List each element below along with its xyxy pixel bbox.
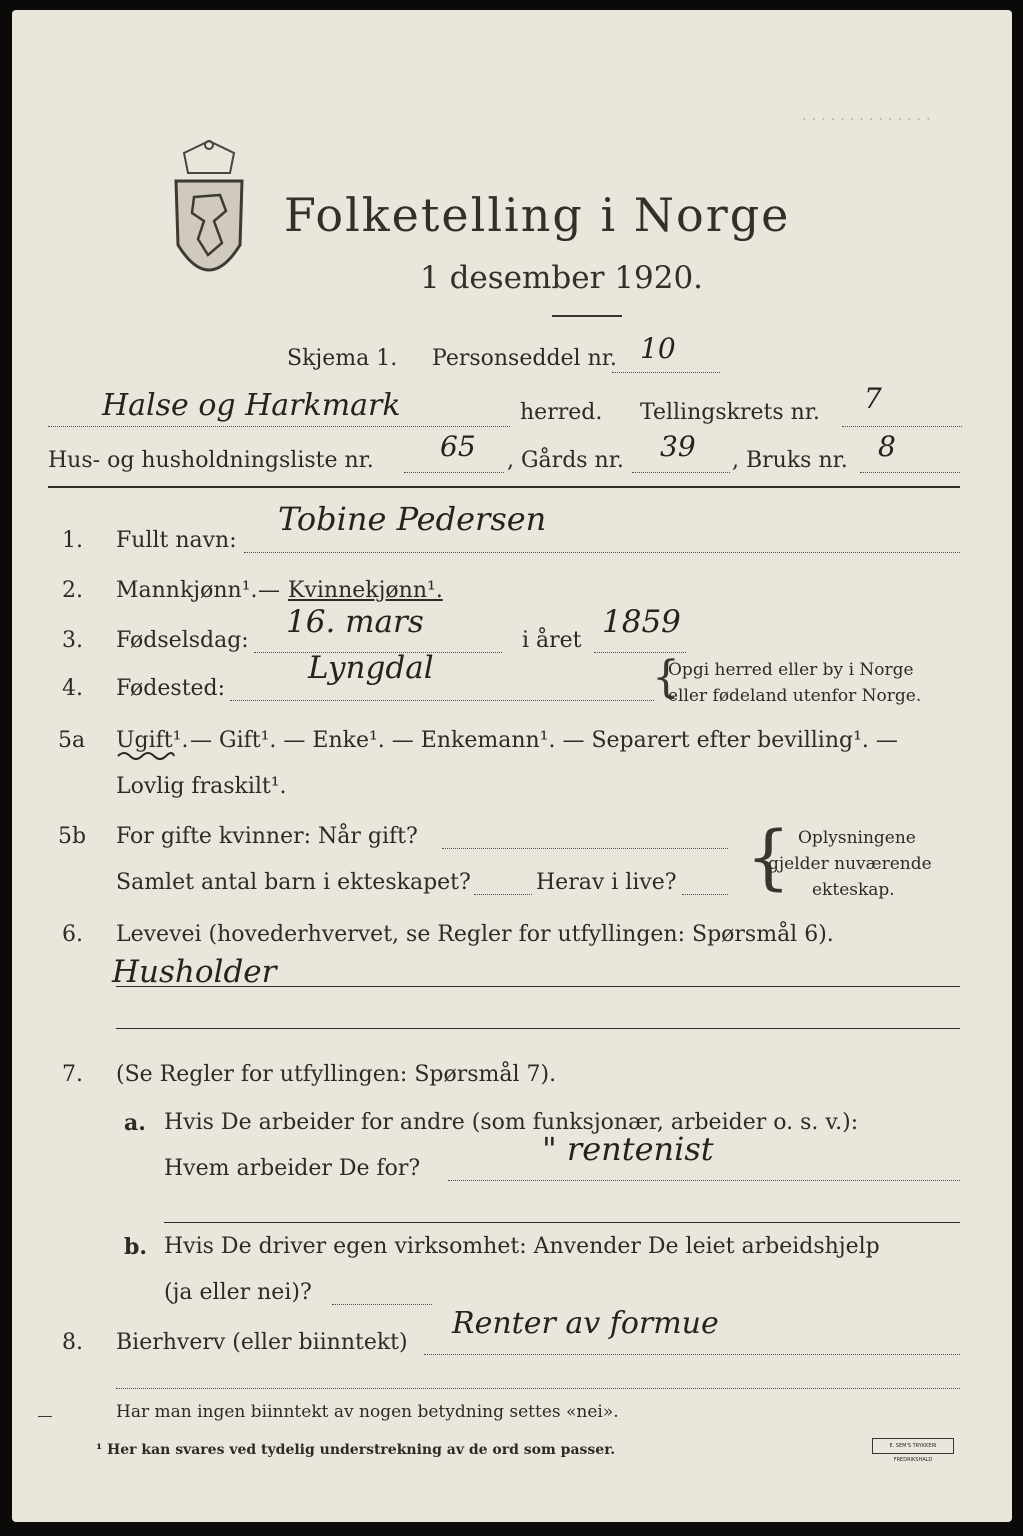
schema-label: Skjema 1. — [287, 346, 398, 371]
q3-year-label: i året — [522, 628, 582, 653]
q5b-brace: { — [746, 816, 791, 898]
q6-occupation-value[interactable]: Husholder — [112, 954, 277, 990]
ugift-underline-mark — [116, 750, 176, 762]
q4-line — [230, 700, 654, 701]
q5b-children-label: Samlet antal barn i ekteskapet? — [116, 870, 471, 895]
section-rule — [48, 486, 960, 488]
q4-brace: { — [652, 652, 680, 703]
q5b-married-when-label: For gifte kvinner: Når gift? — [116, 824, 418, 849]
q4-label: Fødested: — [116, 676, 226, 701]
coat-of-arms-icon — [164, 135, 254, 295]
footnote: ¹ Her kan svares ved tydelig understrekning av de ord som passer. — [96, 1442, 616, 1458]
q4-note-line2: eller fødeland utenfor Norge. — [668, 686, 922, 706]
q8-number: 8. — [62, 1330, 83, 1355]
title-divider — [552, 315, 622, 317]
q8-side-income-value[interactable]: Renter av formue — [452, 1306, 719, 1341]
q3-year-value[interactable]: 1859 — [602, 604, 681, 640]
q6-line1 — [116, 986, 960, 987]
q8-line — [424, 1354, 960, 1355]
gaards-value[interactable]: 39 — [660, 430, 696, 463]
q6-label: Levevei (hovederhvervet, se Regler for utfyllingen: Spørsmål 6). — [116, 922, 834, 947]
q7-label: (Se Regler for utfyllingen: Spørsmål 7). — [116, 1062, 557, 1087]
q7a-line — [448, 1180, 960, 1181]
herred-label: herred. — [520, 400, 603, 425]
form-title: Folketelling i Norge — [284, 188, 791, 242]
q5b-note-line1: Oplysningene — [798, 828, 916, 848]
q3-label: Fødselsdag: — [116, 628, 249, 653]
q8-label: Bierhverv (eller biinntekt) — [116, 1330, 408, 1355]
q7a-line1: Hvis De arbeider for andre (som funksjonær, arbeider o. s. v.): — [164, 1110, 859, 1135]
q8-extra-line — [116, 1388, 960, 1389]
herred-line — [48, 426, 510, 427]
bruks-label: , Bruks nr. — [732, 448, 848, 473]
form-date: 1 desember 1920. — [420, 260, 704, 296]
q6-line2 — [116, 1028, 960, 1029]
q7b-line — [332, 1304, 432, 1305]
q5a-ugift-option[interactable]: Ugift¹. — [116, 728, 189, 753]
q1-line — [244, 552, 960, 553]
bruks-value[interactable]: 8 — [878, 430, 896, 463]
q7-number: 7. — [62, 1062, 83, 1087]
personseddel-label: Personseddel nr. — [432, 346, 617, 371]
q3-birthdate-value[interactable]: 16. mars — [286, 604, 424, 640]
q7a-extra-line — [164, 1222, 960, 1223]
personseddel-line — [612, 372, 720, 373]
hus-value[interactable]: 65 — [440, 430, 476, 463]
q1-number: 1. — [62, 528, 83, 553]
footer-note: Har man ingen biinntekt av nogen betydning settes «nei». — [116, 1402, 619, 1422]
margin-dash — [38, 1416, 52, 1417]
q5b-note-line2: gjelder nuværende — [768, 854, 932, 874]
q4-note-line1: Opgi herred eller by i Norge — [668, 660, 914, 680]
q3-number: 3. — [62, 628, 83, 653]
q6-number: 6. — [62, 922, 83, 947]
q7b-letter: b. — [124, 1234, 148, 1260]
census-form-page — [12, 10, 1012, 1522]
q1-full-name-value[interactable]: Tobine Pedersen — [278, 500, 547, 538]
q2-male-option[interactable]: Mannkjønn¹. — [116, 578, 258, 603]
hus-label: Hus- og husholdningsliste nr. — [48, 448, 374, 473]
q4-birthplace-value[interactable]: Lyngdal — [308, 650, 434, 686]
printer-stamp: E. SEM'S TRYKKERI FREDRIKSHALD — [872, 1438, 954, 1454]
q2-separator: — — [258, 578, 280, 603]
q1-label: Fullt navn: — [116, 528, 237, 553]
q5b-alive-line — [682, 894, 728, 895]
q2-number: 2. — [62, 578, 83, 603]
q5b-note-line3: ekteskap. — [812, 880, 895, 900]
q5b-number: 5b — [58, 824, 87, 849]
gaards-label: , Gårds nr. — [507, 448, 624, 473]
personseddel-value[interactable]: 10 — [640, 332, 676, 365]
hus-line — [404, 472, 504, 473]
q4-number: 4. — [62, 676, 83, 701]
gaards-line — [632, 472, 730, 473]
q7b-yesno-label: (ja eller nei)? — [164, 1280, 312, 1305]
q5a-line2[interactable]: Lovlig fraskilt¹. — [116, 774, 287, 799]
q5b-alive-label: Herav i live? — [536, 870, 677, 895]
tellingskrets-line — [842, 426, 962, 427]
tellingskrets-value[interactable]: 7 — [864, 382, 882, 415]
bruks-line — [860, 472, 960, 473]
q5a-number: 5a — [58, 728, 86, 753]
q5a-other-options[interactable]: — Gift¹. — Enke¹. — Enkemann¹. — Separert efter bevilling¹. — — [190, 728, 898, 753]
q5b-children-line — [474, 894, 532, 895]
q7a-letter: a. — [124, 1110, 146, 1136]
herred-value[interactable]: Halse og Harkmark — [102, 388, 401, 423]
q7a-employer-label: Hvem arbeider De for? — [164, 1156, 421, 1181]
q7a-employer-value[interactable]: " rentenist — [542, 1130, 714, 1168]
q2-female-option[interactable]: Kvinnekjønn¹. — [288, 578, 443, 603]
q5b-married-line — [442, 848, 728, 849]
bleed-through-text: · · · · · · · · · · · · · · — [802, 110, 931, 128]
q7b-line1: Hvis De driver egen virksomhet: Anvender De leiet arbeidshjelp — [164, 1234, 880, 1259]
tellingskrets-label: Tellingskrets nr. — [640, 400, 820, 425]
